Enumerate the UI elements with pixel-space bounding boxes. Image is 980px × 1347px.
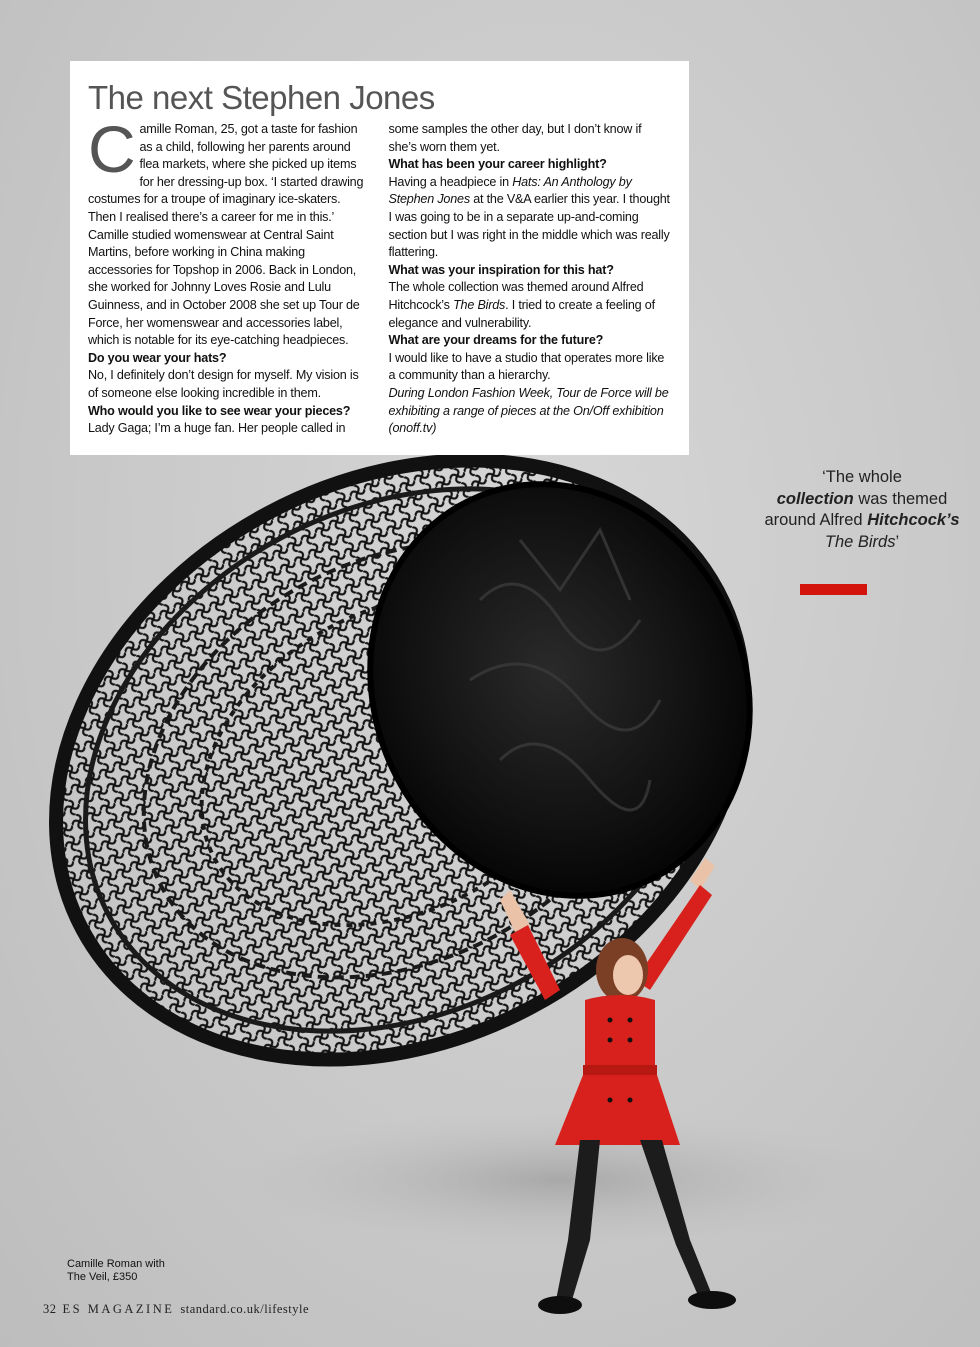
pull-quote-emphasis-2: Hitchcock’s <box>867 511 960 529</box>
question-5: What are your dreams for the future? <box>388 333 604 348</box>
question-1: Do you wear your hats? <box>88 350 227 365</box>
pull-quote-rule <box>800 584 867 595</box>
question-4: What was your inspiration for this hat? <box>388 262 614 277</box>
question-2: Who would you like to see wear your pieces? <box>88 403 351 418</box>
caption-line-1: Camille Roman with <box>67 1258 165 1270</box>
pull-quote-film-title: The Birds <box>824 532 896 551</box>
page-footer <box>43 1302 309 1317</box>
dropcap: C <box>88 112 136 186</box>
pull-quote: ‘The whole collection was themed around Alfred Hitchcock’s The Birds’ <box>764 468 960 551</box>
answer-5: I would like to have a studio that operates more like a community than a hierarchy. <box>388 350 665 383</box>
caption-line-2: The Veil, £350 <box>67 1271 138 1283</box>
article-box <box>70 61 689 455</box>
footer-url[interactable]: standard.co.uk/lifestyle <box>180 1302 310 1316</box>
headline: The next Stephen Jones <box>88 79 435 116</box>
film-title: The Birds <box>453 297 506 312</box>
question-3: What has been your career highlight? <box>388 157 607 172</box>
article-column-1 <box>88 112 371 438</box>
closing-note: During London Fashion Week, Tour de Force will be exhibiting a range of pieces at the On/Off exhibition (onoff.tv) <box>388 385 669 436</box>
article-column-2 <box>389 121 672 438</box>
answer-2-continued: some samples the other day, but I don’t know if she’s worn them yet. <box>388 122 642 154</box>
intro-paragraph <box>88 112 371 350</box>
article-columns <box>88 112 671 438</box>
magazine-name: ES MAGAZINE <box>62 1302 175 1316</box>
exhibition-title: Hats: An Anthology by Stephen Jones <box>388 174 632 207</box>
page-number: 32 <box>43 1302 57 1316</box>
pull-quote-emphasis-1: collection <box>776 489 854 508</box>
photo-caption <box>67 1258 165 1284</box>
answer-4: The whole collection was themed around Alfred Hitchcock’s The Birds. I tried to create a feeling of elegance and vulnerability. <box>388 280 655 330</box>
answer-1: No, I definitely don’t design for myself. My vision is of someone else looking incredible in them. <box>88 368 359 400</box>
answer-3: Having a headpiece in Hats: An Anthology by Stephen Jones at the V&A earlier this year. I thought I was going to be in a separate up-and-coming section but I was right in the middle which was really flattering. <box>388 174 670 260</box>
answer-2: Lady Gaga; I’m a huge fan. Her people called in <box>88 421 346 436</box>
intro-text: amille Roman, 25, got a taste for fashion as a child, following her parents around flea markets, where she picked up items for her dressing-up box. ‘I started drawing costumes for a troupe of imaginary ice-skaters. Then I realised there’s a career for me in this.’ Camille studied womenswear at Central Saint Martins, before working in China making accessories for Topshop in 2006. Back in London, she worked for Johnny Loves Rosie and Lulu Guinness, and in October 2008 she set up Tour de Force, her womenswear and accessories label, which is notable for its eye-catching headpieces. <box>88 122 364 348</box>
